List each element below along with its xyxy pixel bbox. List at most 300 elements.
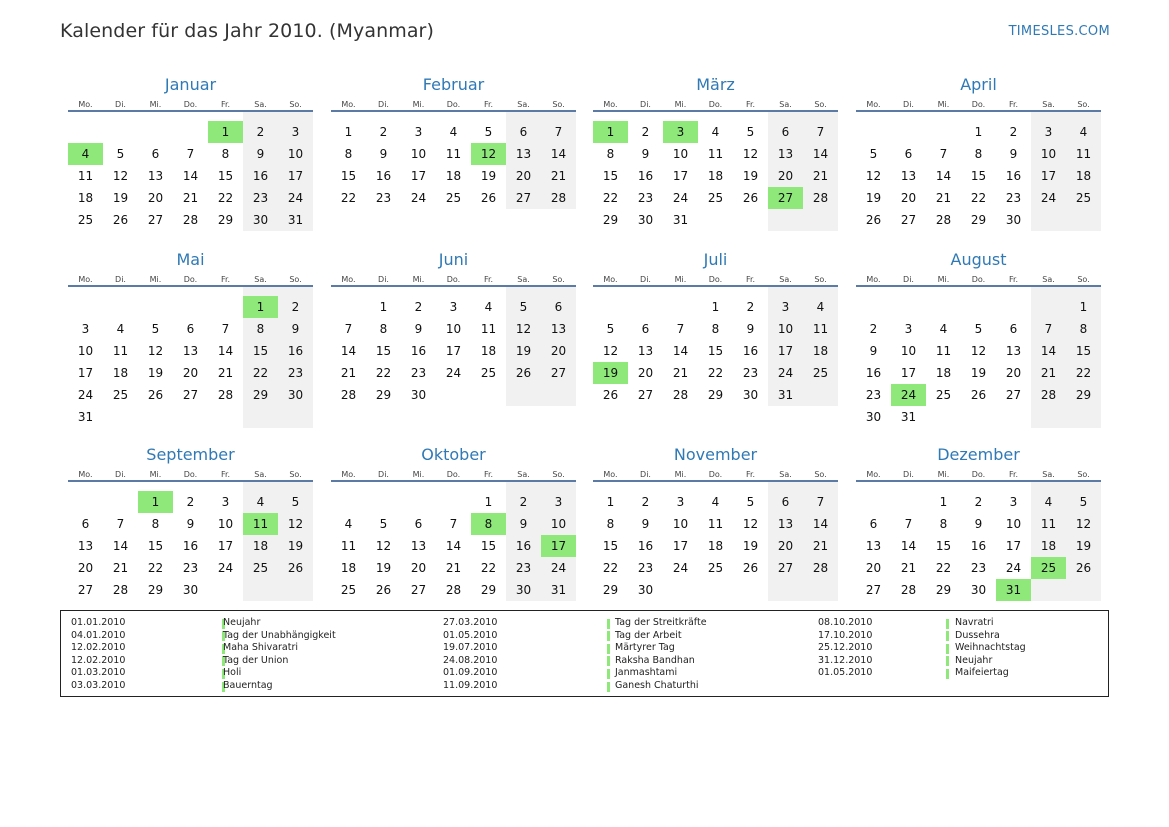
day-cell: 27 xyxy=(515,191,532,205)
day-cell: 26 xyxy=(970,388,987,402)
day-cell: 6 xyxy=(904,147,913,161)
day-cell: 18 xyxy=(480,344,497,358)
month-4 xyxy=(856,75,1101,240)
day-cell: 16 xyxy=(287,344,304,358)
weekday-label: Mi. xyxy=(412,100,425,109)
holiday-name: Ganesh Chaturthi xyxy=(615,680,699,691)
month-title: September xyxy=(146,445,235,464)
day-cell: 5 xyxy=(606,322,615,336)
day-cell: 19 xyxy=(147,366,164,380)
day-cell: 12 xyxy=(515,322,532,336)
weekday-label: So. xyxy=(552,470,565,479)
day-cell: 9 xyxy=(746,322,755,336)
day-cell: 12 xyxy=(742,147,759,161)
month-12 xyxy=(856,445,1101,610)
day-cell: 20 xyxy=(515,169,532,183)
day-cell: 14 xyxy=(550,147,567,161)
day-cell: 21 xyxy=(672,366,689,380)
day-cell: 26 xyxy=(112,213,129,227)
month-9 xyxy=(68,445,313,610)
day-cell: 2 xyxy=(379,125,388,139)
day-cell: 7 xyxy=(449,517,458,531)
day-cell: 27 xyxy=(1005,388,1022,402)
day-cell: 2 xyxy=(186,495,195,509)
weekday-label: Do. xyxy=(708,470,723,479)
day-cell: 3 xyxy=(1044,125,1053,139)
day-cell: 19 xyxy=(1075,539,1092,553)
day-cell: 18 xyxy=(1040,539,1057,553)
holiday-name: Maha Shivaratri xyxy=(223,642,299,654)
holiday-name: Tag der Unabhängigkeit xyxy=(223,629,336,641)
day-cell: 3 xyxy=(1009,495,1018,509)
day-cell: 7 xyxy=(344,322,353,336)
day-cell: 21 xyxy=(812,169,829,183)
day-cell: 29 xyxy=(935,583,952,597)
day-cell: 4 xyxy=(939,322,948,336)
weekday-label: Do. xyxy=(971,275,986,284)
month-title: Februar xyxy=(422,75,485,94)
weekday-label: Mi. xyxy=(412,470,425,479)
day-cell: 29 xyxy=(147,583,164,597)
day-cell: 30 xyxy=(252,213,269,227)
day-cell: 7 xyxy=(554,125,563,139)
day-cell: 25 xyxy=(480,366,497,380)
day-cell: 18 xyxy=(1075,169,1092,183)
day-cell: 6 xyxy=(151,147,160,161)
weekday-label: Fr. xyxy=(483,275,494,284)
day-cell: 8 xyxy=(606,147,615,161)
day-cell: 10 xyxy=(1040,147,1057,161)
day-cell: 17 xyxy=(410,169,427,183)
holiday-date: 08.10.2010 xyxy=(818,617,873,628)
day-cell: 22 xyxy=(147,561,164,575)
day-cell: 1 xyxy=(606,495,615,509)
day-cell: 15 xyxy=(602,539,619,553)
day-cell: 15 xyxy=(935,539,952,553)
day-cell: 18 xyxy=(112,366,129,380)
holiday-day: 12 xyxy=(471,143,506,165)
weekday-label: Sa. xyxy=(779,100,792,109)
holiday-name: Tag der Arbeit xyxy=(615,629,682,641)
day-cell: 3 xyxy=(781,300,790,314)
day-cell: 4 xyxy=(1044,495,1053,509)
weekday-label: Sa. xyxy=(517,275,530,284)
day-cell: 3 xyxy=(449,300,458,314)
weekday-label: Fr. xyxy=(745,470,756,479)
day-cell: 28 xyxy=(182,213,199,227)
day-cell: 30 xyxy=(515,583,532,597)
day-cell: 16 xyxy=(182,539,199,553)
day-cell: 4 xyxy=(484,300,493,314)
weekday-label: Fr. xyxy=(220,100,231,109)
day-cell: 19 xyxy=(742,169,759,183)
day-cell: 11 xyxy=(445,147,462,161)
day-cell: 1 xyxy=(939,495,948,509)
weekday-label: So. xyxy=(289,275,302,284)
day-cell: 24 xyxy=(445,366,462,380)
day-cell: 13 xyxy=(410,539,427,553)
weekday-label: Mo. xyxy=(866,100,881,109)
weekday-label: Do. xyxy=(446,100,461,109)
day-cell: 17 xyxy=(1040,169,1057,183)
holiday-legend xyxy=(60,610,1109,697)
day-cell: 8 xyxy=(974,147,983,161)
day-cell: 22 xyxy=(340,191,357,205)
holiday-day: 8 xyxy=(471,513,506,535)
day-cell: 4 xyxy=(1079,125,1088,139)
month-2 xyxy=(331,75,576,240)
day-cell: 19 xyxy=(865,191,882,205)
day-cell: 28 xyxy=(672,388,689,402)
day-cell: 14 xyxy=(217,344,234,358)
month-title: Dezember xyxy=(937,445,1020,464)
day-cell: 15 xyxy=(1075,344,1092,358)
day-cell: 2 xyxy=(291,300,300,314)
weekday-label: Mo. xyxy=(341,100,356,109)
month-title: April xyxy=(960,75,997,94)
day-cell: 21 xyxy=(217,366,234,380)
weekday-label: Mi. xyxy=(674,100,687,109)
day-cell: 11 xyxy=(480,322,497,336)
day-cell: 3 xyxy=(414,125,423,139)
day-cell: 1 xyxy=(344,125,353,139)
day-cell: 2 xyxy=(1009,125,1018,139)
day-cell: 9 xyxy=(379,147,388,161)
month-title: November xyxy=(673,445,758,464)
day-cell: 8 xyxy=(221,147,230,161)
weekday-label: Di. xyxy=(378,100,389,109)
day-cell: 12 xyxy=(375,539,392,553)
day-cell: 9 xyxy=(974,517,983,531)
day-cell: 8 xyxy=(344,147,353,161)
day-cell: 5 xyxy=(151,322,160,336)
day-cell: 17 xyxy=(777,344,794,358)
day-cell: 14 xyxy=(672,344,689,358)
day-cell: 8 xyxy=(711,322,720,336)
day-cell: 29 xyxy=(252,388,269,402)
day-cell: 10 xyxy=(77,344,94,358)
day-cell: 18 xyxy=(935,366,952,380)
day-cell: 3 xyxy=(904,322,913,336)
day-cell: 2 xyxy=(974,495,983,509)
day-cell: 24 xyxy=(287,191,304,205)
day-cell: 25 xyxy=(707,191,724,205)
day-cell: 24 xyxy=(410,191,427,205)
holiday-marker xyxy=(607,656,610,666)
day-cell: 16 xyxy=(637,539,654,553)
weekday-label: Di. xyxy=(903,275,914,284)
day-cell: 22 xyxy=(602,561,619,575)
holiday-date: 03.03.2010 xyxy=(71,680,126,691)
day-cell: 17 xyxy=(287,169,304,183)
day-cell: 29 xyxy=(217,213,234,227)
holiday-name: Janmashtami xyxy=(615,667,678,679)
day-cell: 31 xyxy=(550,583,567,597)
brand-link[interactable]: TIMESLES.COM xyxy=(1008,24,1110,39)
day-cell: 8 xyxy=(1079,322,1088,336)
day-cell: 23 xyxy=(970,561,987,575)
weekday-label: Sa. xyxy=(517,100,530,109)
weekday-label: Mo. xyxy=(603,470,618,479)
day-cell: 28 xyxy=(1040,388,1057,402)
day-cell: 18 xyxy=(812,344,829,358)
holiday-date: 19.07.2010 xyxy=(443,642,498,654)
day-cell: 31 xyxy=(777,388,794,402)
day-cell: 11 xyxy=(812,322,829,336)
day-cell: 6 xyxy=(781,495,790,509)
day-cell: 4 xyxy=(711,125,720,139)
day-cell: 22 xyxy=(970,191,987,205)
day-cell: 4 xyxy=(116,322,125,336)
day-cell: 11 xyxy=(340,539,357,553)
holiday-day: 31 xyxy=(996,579,1031,601)
day-cell: 6 xyxy=(414,517,423,531)
day-cell: 2 xyxy=(519,495,528,509)
month-6 xyxy=(331,250,576,415)
day-cell: 19 xyxy=(375,561,392,575)
day-cell: 13 xyxy=(550,322,567,336)
month-10 xyxy=(331,445,576,610)
weekday-label: Mo. xyxy=(78,100,93,109)
day-cell: 26 xyxy=(742,191,759,205)
weekday-label: Fr. xyxy=(1008,470,1019,479)
day-cell: 9 xyxy=(641,517,650,531)
day-cell: 13 xyxy=(777,517,794,531)
day-cell: 26 xyxy=(375,583,392,597)
day-cell: 20 xyxy=(1005,366,1022,380)
day-cell: 17 xyxy=(1005,539,1022,553)
day-cell: 1 xyxy=(974,125,983,139)
day-cell: 20 xyxy=(777,169,794,183)
day-cell: 20 xyxy=(77,561,94,575)
day-cell: 23 xyxy=(287,366,304,380)
day-cell: 25 xyxy=(812,366,829,380)
day-cell: 18 xyxy=(707,539,724,553)
day-cell: 2 xyxy=(869,322,878,336)
day-cell: 29 xyxy=(480,583,497,597)
day-cell: 23 xyxy=(515,561,532,575)
day-cell: 13 xyxy=(147,169,164,183)
weekday-label: Di. xyxy=(378,275,389,284)
weekday-label: Do. xyxy=(446,470,461,479)
day-cell: 22 xyxy=(252,366,269,380)
day-cell: 31 xyxy=(287,213,304,227)
day-cell: 15 xyxy=(707,344,724,358)
day-cell: 12 xyxy=(602,344,619,358)
day-cell: 14 xyxy=(340,344,357,358)
weekday-label: Mi. xyxy=(937,275,950,284)
day-cell: 4 xyxy=(449,125,458,139)
day-cell: 10 xyxy=(410,147,427,161)
day-cell: 25 xyxy=(112,388,129,402)
day-cell: 6 xyxy=(1009,322,1018,336)
weekday-label: So. xyxy=(552,100,565,109)
day-cell: 13 xyxy=(865,539,882,553)
day-cell: 20 xyxy=(637,366,654,380)
day-cell: 28 xyxy=(445,583,462,597)
day-cell: 30 xyxy=(182,583,199,597)
day-cell: 8 xyxy=(939,517,948,531)
day-cell: 23 xyxy=(252,191,269,205)
day-cell: 11 xyxy=(1040,517,1057,531)
month-11 xyxy=(593,445,838,610)
day-cell: 26 xyxy=(742,561,759,575)
day-cell: 27 xyxy=(410,583,427,597)
day-cell: 9 xyxy=(291,322,300,336)
weekday-label: Mo. xyxy=(341,275,356,284)
day-cell: 11 xyxy=(1075,147,1092,161)
holiday-day: 19 xyxy=(593,362,628,384)
day-cell: 17 xyxy=(672,539,689,553)
day-cell: 6 xyxy=(869,517,878,531)
weekday-label: Mi. xyxy=(674,470,687,479)
day-cell: 6 xyxy=(554,300,563,314)
holiday-name: Dussehra xyxy=(955,629,1000,641)
holiday-date: 17.10.2010 xyxy=(818,629,873,641)
month-3 xyxy=(593,75,838,240)
holiday-date: 04.01.2010 xyxy=(71,629,126,641)
day-cell: 16 xyxy=(375,169,392,183)
day-cell: 23 xyxy=(375,191,392,205)
weekday-label: Fr. xyxy=(1008,275,1019,284)
day-cell: 24 xyxy=(1040,191,1057,205)
weekday-label: So. xyxy=(1077,275,1090,284)
holiday-name: Tag der Union xyxy=(223,654,289,666)
day-cell: 13 xyxy=(900,169,917,183)
day-cell: 27 xyxy=(182,388,199,402)
day-cell: 23 xyxy=(637,561,654,575)
weekday-label: Fr. xyxy=(1008,100,1019,109)
weekday-label: Fr. xyxy=(220,470,231,479)
holiday-date: 01.03.2010 xyxy=(71,667,126,679)
weekday-label: Do. xyxy=(183,100,198,109)
day-cell: 4 xyxy=(256,495,265,509)
day-cell: 5 xyxy=(869,147,878,161)
day-cell: 16 xyxy=(970,539,987,553)
day-cell: 13 xyxy=(777,147,794,161)
day-cell: 8 xyxy=(379,322,388,336)
day-cell: 3 xyxy=(81,322,90,336)
weekday-label: So. xyxy=(1077,470,1090,479)
day-cell: 9 xyxy=(414,322,423,336)
day-cell: 30 xyxy=(410,388,427,402)
holiday-name: Holi xyxy=(223,667,242,679)
day-cell: 10 xyxy=(287,147,304,161)
day-cell: 28 xyxy=(900,583,917,597)
day-cell: 24 xyxy=(672,561,689,575)
day-cell: 9 xyxy=(1009,147,1018,161)
day-cell: 17 xyxy=(445,344,462,358)
day-cell: 19 xyxy=(112,191,129,205)
weekday-label: Di. xyxy=(378,470,389,479)
holiday-date: 11.09.2010 xyxy=(443,680,498,691)
day-cell: 12 xyxy=(147,344,164,358)
day-cell: 24 xyxy=(1005,561,1022,575)
weekday-label: Sa. xyxy=(779,470,792,479)
day-cell: 27 xyxy=(777,561,794,575)
day-cell: 2 xyxy=(256,125,265,139)
weekday-label: Mo. xyxy=(866,275,881,284)
weekday-label: So. xyxy=(1077,100,1090,109)
weekday-label: Mo. xyxy=(341,470,356,479)
day-cell: 7 xyxy=(676,322,685,336)
holiday-name: Bauerntag xyxy=(223,680,273,691)
day-cell: 12 xyxy=(865,169,882,183)
day-cell: 22 xyxy=(707,366,724,380)
day-cell: 25 xyxy=(935,388,952,402)
weekday-label: So. xyxy=(552,275,565,284)
holiday-date: 31.12.2010 xyxy=(818,654,873,666)
weekday-label: Do. xyxy=(183,470,198,479)
weekday-label: Di. xyxy=(903,470,914,479)
day-cell: 25 xyxy=(445,191,462,205)
day-cell: 27 xyxy=(550,366,567,380)
day-cell: 9 xyxy=(869,344,878,358)
day-cell: 5 xyxy=(974,322,983,336)
weekday-label: Mi. xyxy=(149,100,162,109)
weekday-label: Mo. xyxy=(78,470,93,479)
day-cell: 26 xyxy=(865,213,882,227)
weekday-label: So. xyxy=(814,470,827,479)
day-cell: 9 xyxy=(519,517,528,531)
weekday-label: Mi. xyxy=(674,275,687,284)
day-cell: 27 xyxy=(865,583,882,597)
day-cell: 10 xyxy=(672,517,689,531)
day-cell: 13 xyxy=(637,344,654,358)
weekday-label: Fr. xyxy=(483,470,494,479)
day-cell: 24 xyxy=(77,388,94,402)
holiday-name: Tag der Streitkräfte xyxy=(615,617,707,628)
day-cell: 10 xyxy=(1005,517,1022,531)
day-cell: 13 xyxy=(77,539,94,553)
day-cell: 7 xyxy=(904,517,913,531)
weekday-label: Sa. xyxy=(1042,275,1055,284)
day-cell: 23 xyxy=(742,366,759,380)
day-cell: 21 xyxy=(112,561,129,575)
day-cell: 14 xyxy=(812,517,829,531)
day-cell: 30 xyxy=(637,213,654,227)
day-cell: 3 xyxy=(676,495,685,509)
day-cell: 20 xyxy=(865,561,882,575)
holiday-day: 25 xyxy=(1031,557,1066,579)
day-cell: 31 xyxy=(900,410,917,424)
day-cell: 19 xyxy=(970,366,987,380)
day-cell: 15 xyxy=(147,539,164,553)
day-cell: 1 xyxy=(379,300,388,314)
day-cell: 25 xyxy=(707,561,724,575)
day-cell: 1 xyxy=(484,495,493,509)
weekday-label: Mi. xyxy=(412,275,425,284)
day-cell: 7 xyxy=(116,517,125,531)
weekday-label: Do. xyxy=(971,100,986,109)
day-cell: 27 xyxy=(637,388,654,402)
day-cell: 19 xyxy=(515,344,532,358)
weekday-label: Sa. xyxy=(1042,100,1055,109)
day-cell: 1 xyxy=(1079,300,1088,314)
day-cell: 11 xyxy=(707,517,724,531)
day-cell: 3 xyxy=(554,495,563,509)
holiday-date: 01.09.2010 xyxy=(443,667,498,679)
day-cell: 18 xyxy=(707,169,724,183)
month-8 xyxy=(856,250,1101,424)
day-cell: 25 xyxy=(252,561,269,575)
day-cell: 10 xyxy=(900,344,917,358)
day-cell: 14 xyxy=(812,147,829,161)
holiday-day: 4 xyxy=(68,143,103,165)
holiday-name: Raksha Bandhan xyxy=(615,654,695,666)
day-cell: 7 xyxy=(186,147,195,161)
day-cell: 21 xyxy=(935,191,952,205)
